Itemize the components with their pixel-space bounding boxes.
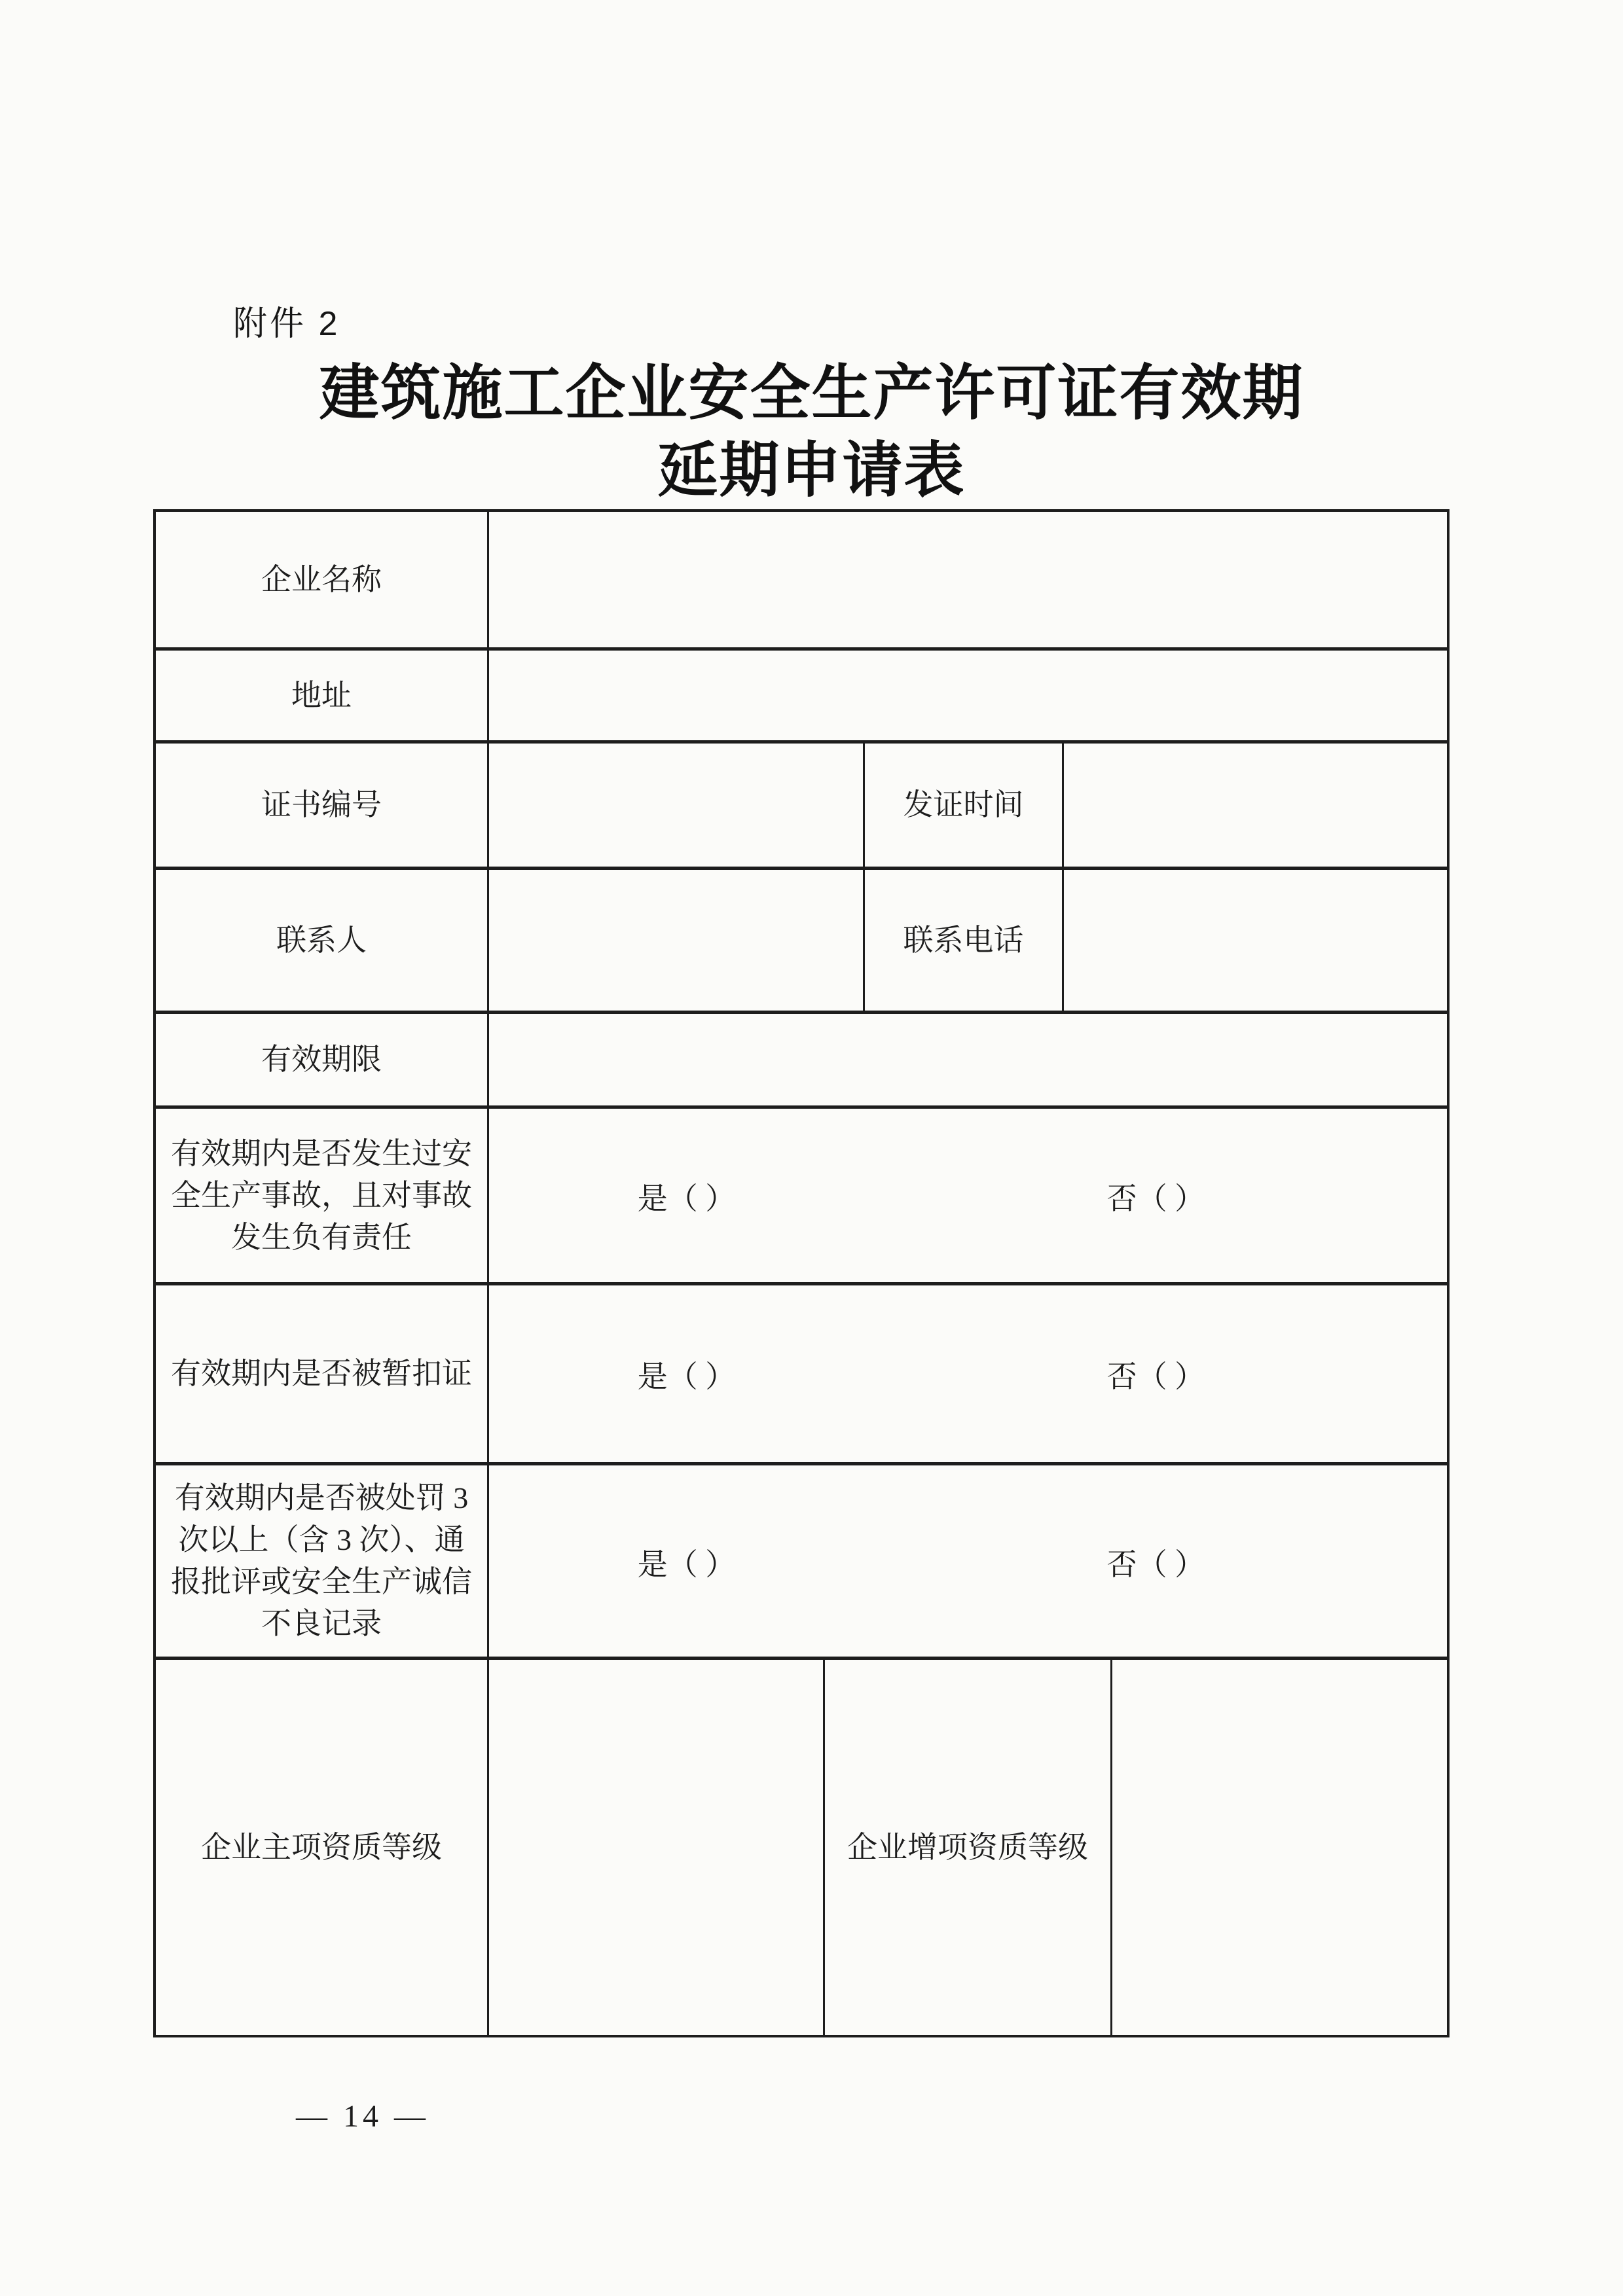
company-name-value-cell (487, 512, 1447, 647)
table-row-question-penalty (156, 1462, 1447, 1657)
question-penalty-label: 有效期内是否被处罚 3 次以上（含 3 次）、通报批评或安全生产诚信不良记录 (171, 1481, 472, 1640)
question-penalty-answer-cell (487, 1465, 1447, 1657)
main-qualification-value-cell (487, 1660, 823, 2035)
table-row-company-name (156, 512, 1447, 647)
document-title (0, 355, 1623, 509)
table-row-address (156, 647, 1447, 740)
document-title-line-1: 建筑施工企业安全生产许可证有效期 (319, 360, 1304, 427)
question-penalty-yes-option: 是（ ） (637, 1547, 736, 1581)
issue-date-label: 发证时间 (863, 744, 1062, 867)
address-value-cell (487, 651, 1447, 740)
contact-person-label: 联系人 (276, 923, 367, 957)
question-accident-yes-option: 是（ ） (637, 1181, 736, 1215)
address-label: 地址 (291, 678, 352, 712)
document-title-line-2: 延期申请表 (657, 437, 966, 504)
issue-date-value-cell (1062, 744, 1447, 867)
attachment-label: 附件 2 (233, 305, 340, 343)
company-name-label: 企业名称 (261, 562, 382, 596)
question-suspended-no-option: 否（ ） (1106, 1360, 1205, 1394)
question-suspended-answer-cell (487, 1285, 1447, 1462)
table-row-question-accident (156, 1105, 1447, 1282)
table-row-validity-period (156, 1011, 1447, 1105)
question-suspended-label: 有效期内是否被暂扣证 (171, 1357, 472, 1390)
application-form-table (153, 509, 1450, 2037)
table-row-contact (156, 867, 1447, 1011)
question-accident-no-option: 否（ ） (1106, 1181, 1205, 1215)
contact-phone-value-cell (1062, 870, 1447, 1011)
question-accident-answer-cell (487, 1109, 1447, 1282)
additional-qualification-value-cell (1110, 1660, 1447, 2035)
question-suspended-yes-option: 是（ ） (637, 1360, 736, 1394)
table-row-certificate (156, 740, 1447, 867)
validity-period-value-cell (487, 1014, 1447, 1105)
question-accident-label: 有效期内是否发生过安全生产事故，且对事故发生负有责任 (171, 1136, 472, 1254)
certificate-no-value-cell (487, 744, 863, 867)
main-qualification-label: 企业主项资质等级 (201, 1830, 442, 1864)
contact-phone-label: 联系电话 (863, 870, 1062, 1011)
question-penalty-no-option: 否（ ） (1106, 1547, 1205, 1581)
contact-person-value-cell (487, 870, 863, 1011)
validity-period-label: 有效期限 (261, 1043, 382, 1076)
additional-qualification-label: 企业增项资质等级 (823, 1660, 1110, 2035)
page-number: — 14 — (296, 2099, 429, 2134)
table-row-qualifications (156, 1657, 1447, 2035)
table-row-question-suspended (156, 1282, 1447, 1462)
certificate-no-label: 证书编号 (261, 788, 382, 821)
